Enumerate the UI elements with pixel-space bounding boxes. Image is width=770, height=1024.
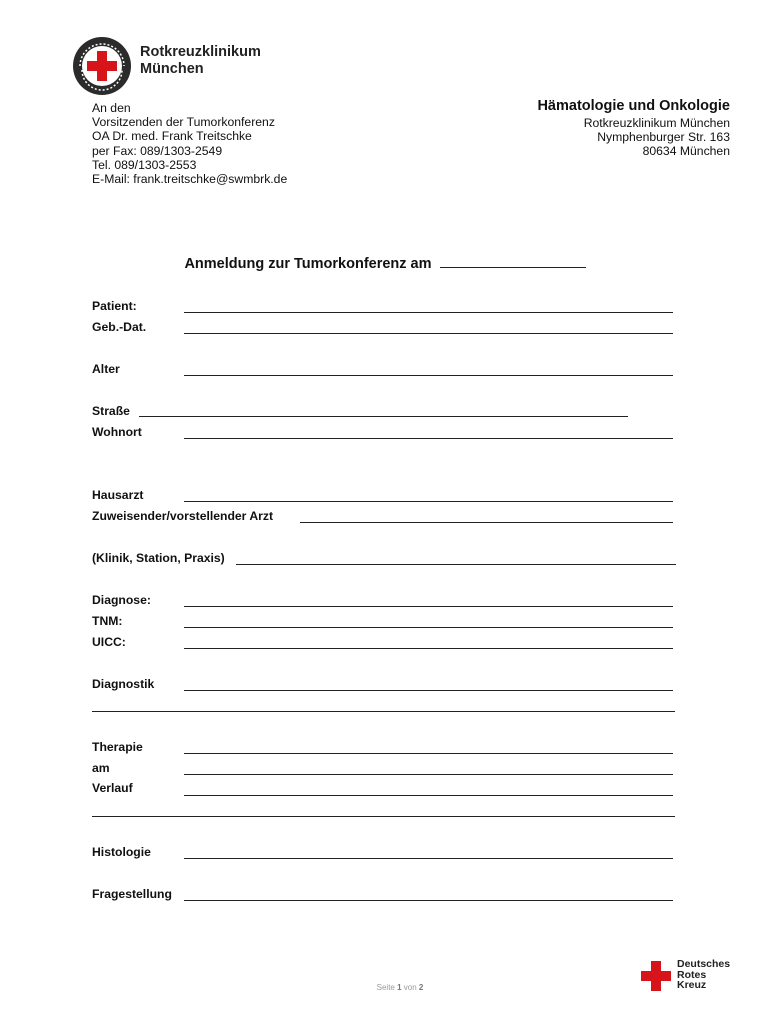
recipient-line: OA Dr. med. Frank Treitschke [92, 129, 252, 144]
patient-field[interactable] [184, 312, 673, 313]
label-therapie: Therapie [92, 740, 143, 754]
label-hausarzt: Hausarzt [92, 488, 144, 502]
label-alter: Alter [92, 362, 120, 376]
page-sep: von [403, 983, 417, 992]
department-line: 80634 München [642, 144, 730, 159]
therapy-field[interactable] [184, 753, 673, 754]
label-diagnostik: Diagnostik [92, 677, 155, 691]
clinic-logo-text [140, 44, 261, 78]
label-histologie: Histologie [92, 845, 151, 859]
recipient-line: E-Mail: frank.treitschke@swmbrk.de [92, 172, 288, 187]
page-current: 1 [397, 983, 402, 992]
department-address [537, 97, 730, 159]
department-line: Rotkreuzklinikum München [583, 116, 730, 130]
red-cross-icon [640, 960, 672, 992]
age-field[interactable] [184, 375, 673, 376]
recipient-line: Vorsitzenden der Tumorkonferenz [92, 115, 275, 130]
diagnostics-field-line2[interactable] [92, 711, 675, 712]
clinic-name-line2: München [140, 61, 204, 77]
course-field[interactable] [184, 795, 673, 796]
drk-logo-text [677, 959, 730, 991]
gp-field[interactable] [184, 501, 673, 502]
label-strasse: Straße [92, 404, 130, 418]
label-diagnose: Diagnose: [92, 593, 151, 607]
rotkreuzklinikum-seal-logo [72, 36, 132, 96]
page-total: 2 [418, 983, 424, 992]
form-title-text: Anmeldung zur Tumorkonferenz am [184, 256, 432, 272]
course-field-line2[interactable] [92, 816, 675, 817]
drk-line1: Deutsches [677, 958, 731, 970]
histology-field[interactable] [184, 858, 673, 859]
label-wohnort: Wohnort [92, 425, 142, 439]
page-prefix: Seite [376, 983, 395, 992]
form-title [0, 255, 770, 272]
label-patient: Patient: [92, 299, 137, 313]
department-title: Hämatologie und Onkologie [537, 98, 730, 114]
label-klinik: (Klinik, Station, Praxis) [92, 551, 225, 565]
therapy-date-field[interactable] [184, 774, 673, 775]
recipient-line: Tel. 089/1303-2553 [92, 157, 197, 172]
label-am: am [92, 761, 110, 775]
clinic-name-line1: Rotkreuzklinikum [140, 44, 261, 60]
recipient-line: per Fax: 089/1303-2549 [92, 143, 223, 158]
street-field[interactable] [139, 416, 628, 417]
label-uicc: UICC: [92, 635, 126, 649]
label-verlauf: Verlauf [92, 781, 133, 795]
conference-date-field[interactable] [440, 255, 586, 268]
question-field[interactable] [184, 900, 673, 901]
city-field[interactable] [184, 438, 673, 439]
label-fragestellung: Fragestellung [92, 887, 172, 901]
recipient-address [92, 101, 287, 186]
label-zuweisender: Zuweisender/vorstellender Arzt [92, 509, 274, 523]
drk-line2: Rotes [677, 968, 707, 981]
label-tnm: TNM: [92, 614, 123, 628]
uicc-field[interactable] [184, 648, 673, 649]
label-geb-dat: Geb.-Dat. [92, 320, 147, 334]
recipient-line: An den [92, 101, 131, 115]
diagnostics-field[interactable] [184, 690, 673, 691]
department-line: Nymphenburger Str. 163 [597, 130, 730, 145]
referring-doctor-field[interactable] [300, 522, 673, 523]
diagnosis-field[interactable] [184, 606, 673, 607]
tnm-field[interactable] [184, 627, 673, 628]
birthdate-field[interactable] [184, 333, 673, 334]
clinic-station-field[interactable] [236, 564, 676, 565]
drk-line3: Kreuz [677, 979, 707, 992]
